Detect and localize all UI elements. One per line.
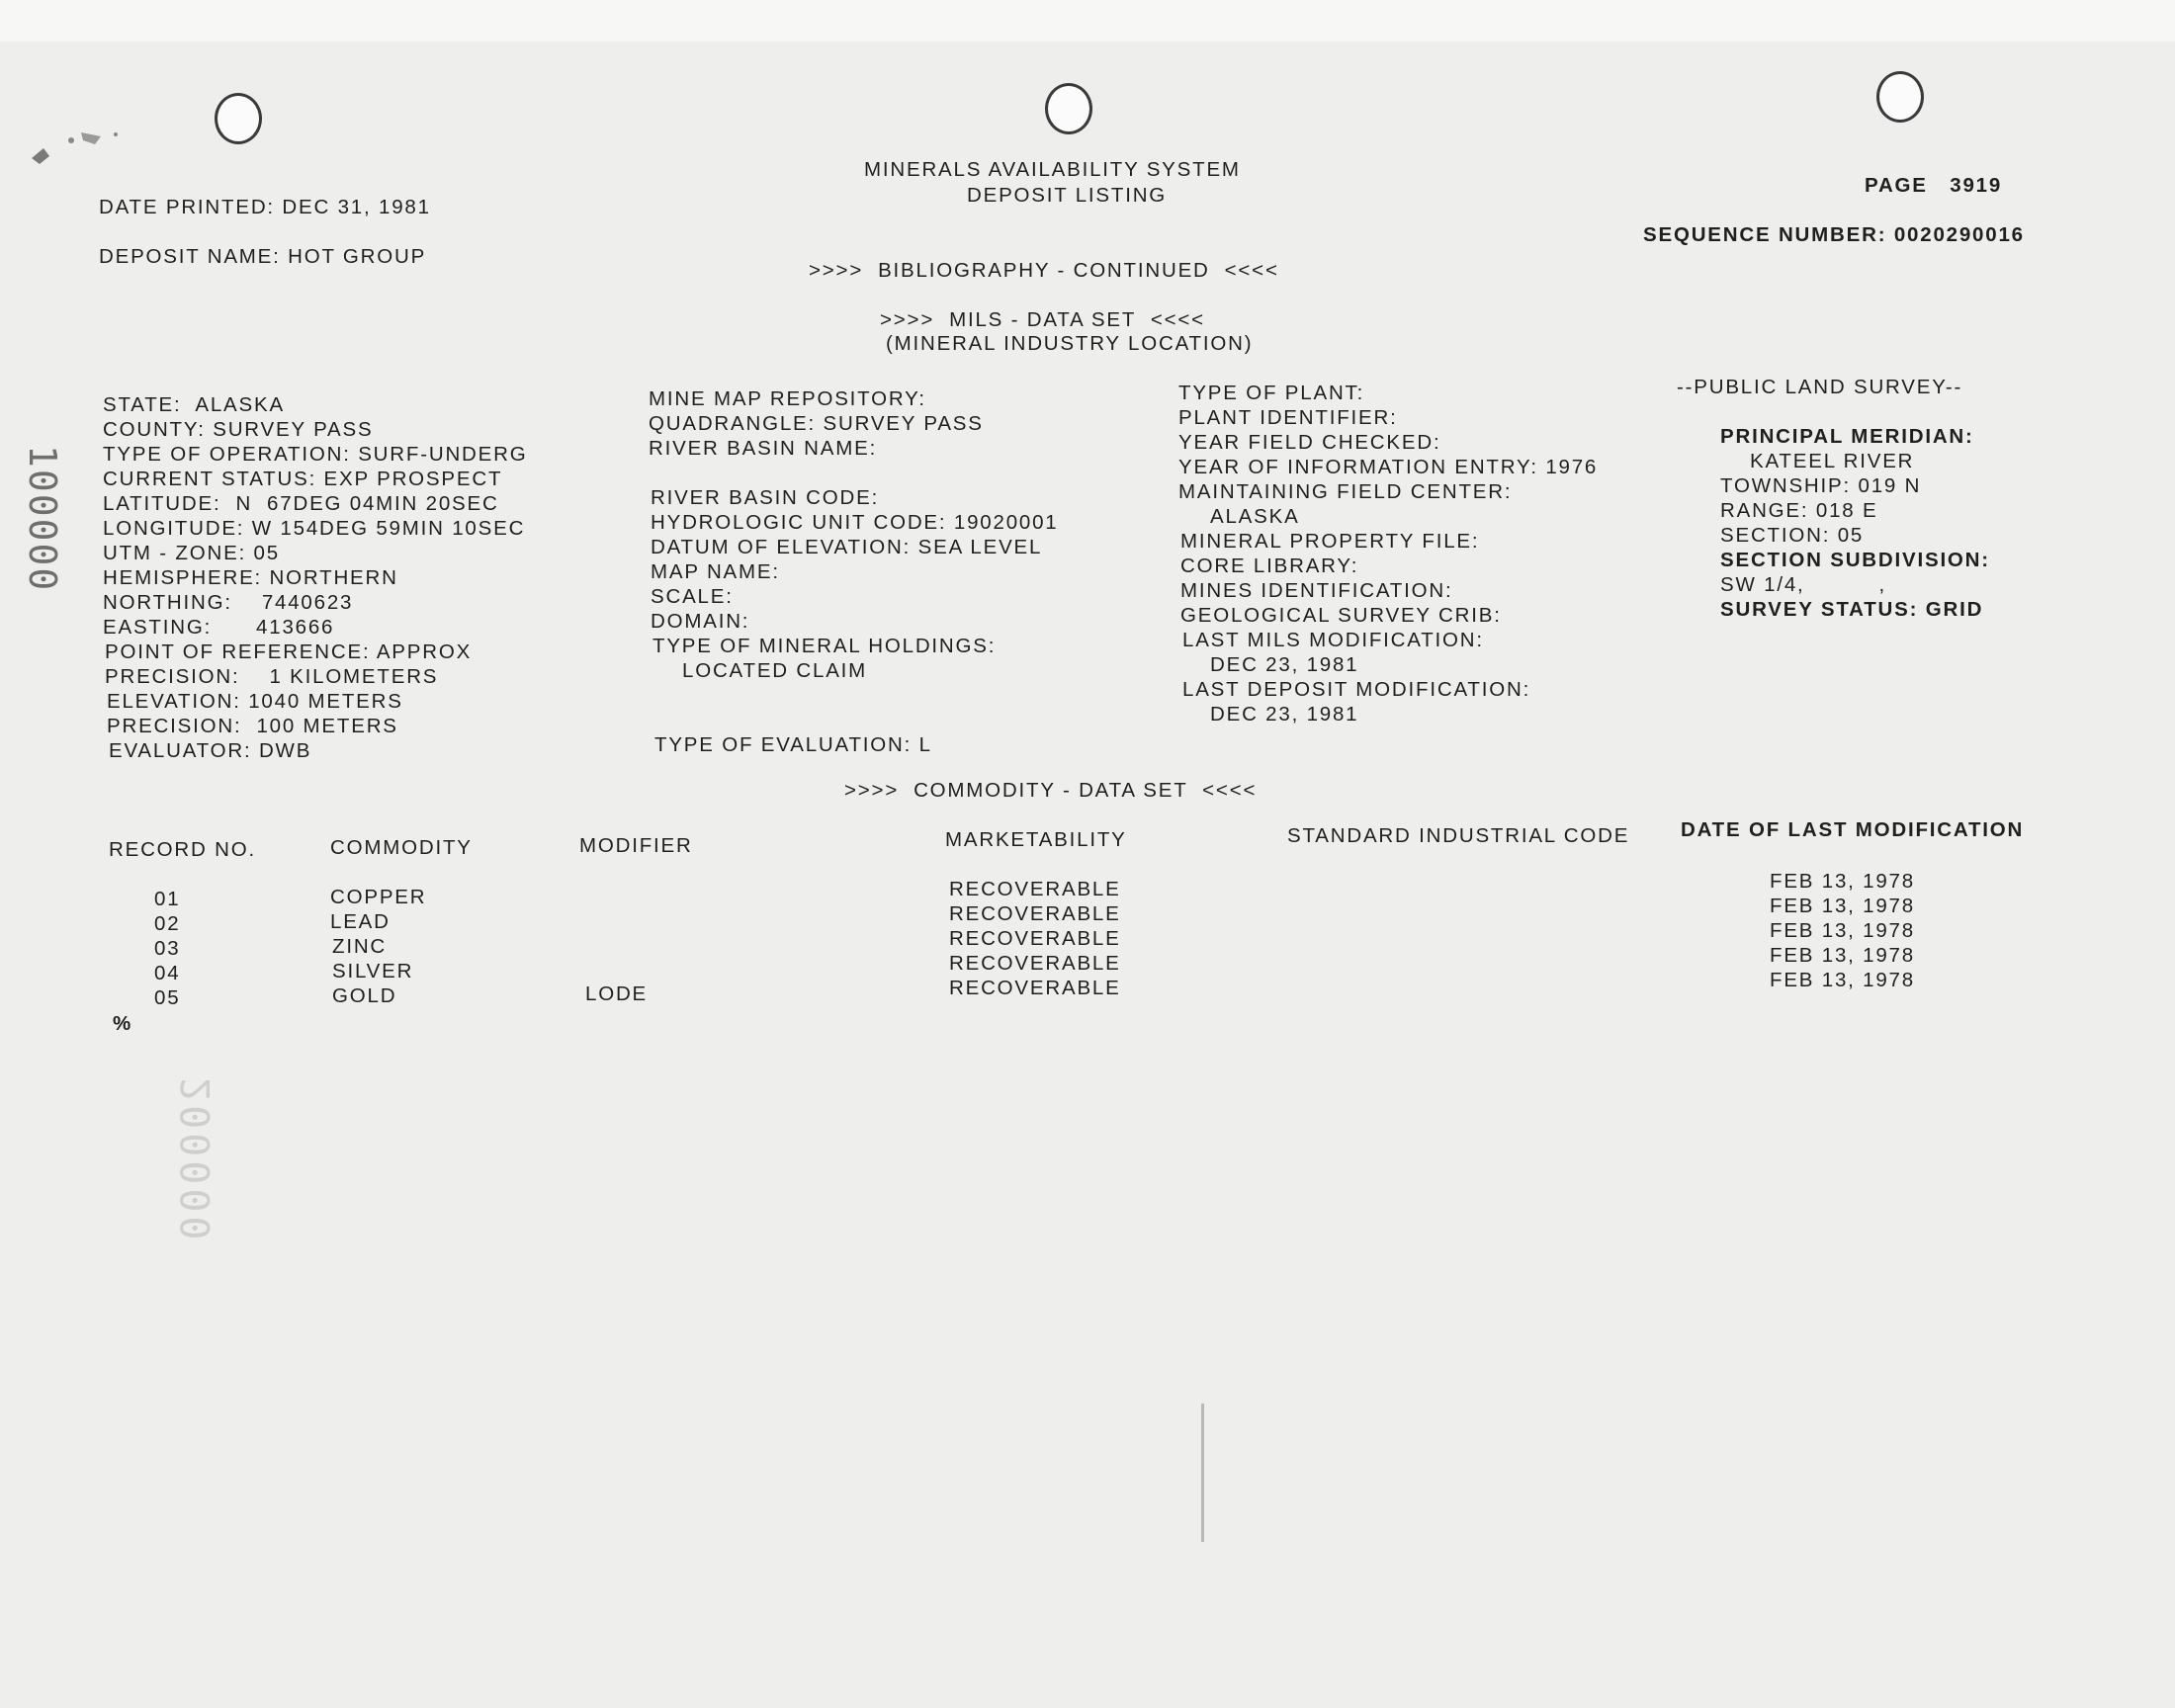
datum-of-elevation-field: DATUM OF ELEVATION: SEA LEVEL — [651, 536, 1043, 558]
punch-hole-left — [215, 93, 262, 144]
mineral-property-file-field: MINERAL PROPERTY FILE: — [1180, 530, 1480, 553]
row-commodity: COPPER — [330, 886, 427, 908]
row-date: FEB 13, 1978 — [1770, 919, 1915, 942]
row-modifier: LODE — [585, 982, 649, 1005]
maintaining-field-center-field: MAINTAINING FIELD CENTER: — [1178, 480, 1513, 503]
type-of-mineral-holdings-field: TYPE OF MINERAL HOLDINGS: — [652, 635, 997, 657]
row-commodity: ZINC — [332, 935, 388, 958]
section-field: SECTION: 05 — [1720, 524, 1865, 547]
northing-field: NORTHING: 7440623 — [103, 591, 354, 614]
last-mils-date: DEC 23, 1981 — [1210, 653, 1359, 676]
margin-stamp — [21, 445, 95, 593]
type-of-plant-field: TYPE OF PLANT: — [1178, 382, 1365, 404]
latitude-field: LATITUDE: N 67DEG 04MIN 20SEC — [103, 492, 499, 515]
end-marker: % — [113, 1012, 133, 1035]
quadrangle-field: QUADRANGLE: SURVEY PASS — [649, 412, 984, 435]
col-header-commodity: COMMODITY — [330, 836, 473, 859]
row-marketability: RECOVERABLE — [949, 952, 1121, 975]
point-of-reference-field: POINT OF REFERENCE: APPROX — [105, 640, 473, 663]
row-marketability: RECOVERABLE — [949, 878, 1121, 900]
margin-stamp-text: 100000 — [21, 445, 64, 593]
system-title: MINERALS AVAILABILITY SYSTEM — [864, 158, 1241, 181]
domain-field: DOMAIN: — [651, 610, 750, 633]
col-header-sic: STANDARD INDUSTRIAL CODE — [1287, 824, 1630, 847]
col-header-record-no: RECORD NO. — [109, 838, 256, 861]
type-of-evaluation-field: TYPE OF EVALUATION: L — [654, 733, 932, 756]
col-header-marketability: MARKETABILITY — [945, 828, 1127, 851]
date-printed: DATE PRINTED: DEC 31, 1981 — [99, 196, 431, 218]
survey-status-field: SURVEY STATUS: GRID — [1720, 598, 1984, 621]
year-of-information-entry-field: YEAR OF INFORMATION ENTRY: 1976 — [1178, 456, 1599, 478]
row-commodity: GOLD — [332, 984, 397, 1007]
scale-field: SCALE: — [651, 585, 734, 608]
bibliography-heading: >>>> BIBLIOGRAPHY - CONTINUED <<<< — [809, 259, 1279, 282]
row-record: 04 — [154, 962, 181, 984]
state-field: STATE: ALASKA — [103, 393, 285, 416]
sequence-number: SEQUENCE NUMBER: 0020290016 — [1643, 223, 2025, 246]
principal-meridian-field: PRINCIPAL MERIDIAN: — [1720, 425, 1974, 448]
hydrologic-unit-code-field: HYDROLOGIC UNIT CODE: 19020001 — [651, 511, 1059, 534]
row-record: 05 — [154, 986, 181, 1009]
scan-specks-icon — [22, 119, 140, 178]
listing-title: DEPOSIT LISTING — [967, 184, 1168, 207]
col-header-modifier: MODIFIER — [579, 834, 693, 857]
mils-subheading: (MINERAL INDUSTRY LOCATION) — [886, 332, 1254, 355]
core-library-field: CORE LIBRARY: — [1180, 555, 1359, 577]
township-field: TOWNSHIP: 019 N — [1720, 474, 1922, 497]
row-marketability: RECOVERABLE — [949, 902, 1121, 925]
ghost-stamp-text: 200000 — [174, 1077, 219, 1244]
punch-hole-right — [1876, 71, 1924, 123]
last-deposit-modification-field: LAST DEPOSIT MODIFICATION: — [1182, 678, 1531, 701]
paper-crease — [1201, 1404, 1204, 1542]
year-field-checked-field: YEAR FIELD CHECKED: — [1178, 431, 1441, 454]
row-date: FEB 13, 1978 — [1770, 969, 1915, 991]
punch-hole-center — [1045, 83, 1092, 134]
row-marketability: RECOVERABLE — [949, 927, 1121, 950]
row-record: 01 — [154, 888, 181, 910]
longitude-field: LONGITUDE: W 154DEG 59MIN 10SEC — [103, 517, 526, 540]
last-deposit-date: DEC 23, 1981 — [1210, 703, 1359, 726]
county-field: COUNTY: SURVEY PASS — [103, 418, 374, 441]
current-status-field: CURRENT STATUS: EXP PROSPECT — [103, 468, 503, 490]
range-field: RANGE: 018 E — [1720, 499, 1878, 522]
deposit-name: DEPOSIT NAME: HOT GROUP — [99, 245, 427, 268]
col-header-date-last-modification: DATE OF LAST MODIFICATION — [1681, 818, 2025, 841]
map-name-field: MAP NAME: — [651, 560, 780, 583]
evaluator-field: EVALUATOR: DWB — [109, 739, 312, 762]
page-number: PAGE 3919 — [1865, 174, 2003, 197]
field-center-value: ALASKA — [1210, 505, 1300, 528]
ghost-stamp — [174, 1077, 341, 1244]
mils-heading: >>>> MILS - DATA SET <<<< — [880, 308, 1205, 331]
elevation-field: ELEVATION: 1040 METERS — [107, 690, 403, 713]
mineral-holdings-value: LOCATED CLAIM — [682, 659, 868, 682]
river-basin-code-field: RIVER BASIN CODE: — [651, 486, 880, 509]
hemisphere-field: HEMISPHERE: NORTHERN — [103, 566, 398, 589]
row-date: FEB 13, 1978 — [1770, 870, 1915, 893]
mines-identification-field: MINES IDENTIFICATION: — [1180, 579, 1453, 602]
section-subdivision-field: SECTION SUBDIVISION: — [1720, 549, 1990, 571]
row-commodity: SILVER — [332, 960, 414, 982]
river-basin-name-field: RIVER BASIN NAME: — [649, 437, 878, 460]
utm-zone-field: UTM - ZONE: 05 — [103, 542, 280, 564]
last-mils-modification-field: LAST MILS MODIFICATION: — [1182, 629, 1484, 651]
row-marketability: RECOVERABLE — [949, 977, 1121, 999]
geological-survey-crib-field: GEOLOGICAL SURVEY CRIB: — [1180, 604, 1502, 627]
row-commodity: LEAD — [330, 910, 391, 933]
subdivision-value: SW 1/4, , — [1720, 573, 1886, 596]
precision-km-field: PRECISION: 1 KILOMETERS — [105, 665, 439, 688]
public-land-survey-heading: --PUBLIC LAND SURVEY-- — [1677, 376, 1963, 398]
easting-field: EASTING: 413666 — [103, 616, 335, 639]
row-record: 03 — [154, 937, 181, 960]
row-record: 02 — [154, 912, 181, 935]
plant-identifier-field: PLANT IDENTIFIER: — [1178, 406, 1398, 429]
meridian-value: KATEEL RIVER — [1750, 450, 1915, 472]
row-date: FEB 13, 1978 — [1770, 944, 1915, 967]
commodity-heading: >>>> COMMODITY - DATA SET <<<< — [844, 779, 1258, 802]
mine-map-repository-field: MINE MAP REPOSITORY: — [649, 387, 926, 410]
precision-m-field: PRECISION: 100 METERS — [107, 715, 398, 737]
row-date: FEB 13, 1978 — [1770, 895, 1915, 917]
type-of-operation-field: TYPE OF OPERATION: SURF-UNDERG — [103, 443, 528, 466]
scan-top-band — [0, 0, 2175, 42]
